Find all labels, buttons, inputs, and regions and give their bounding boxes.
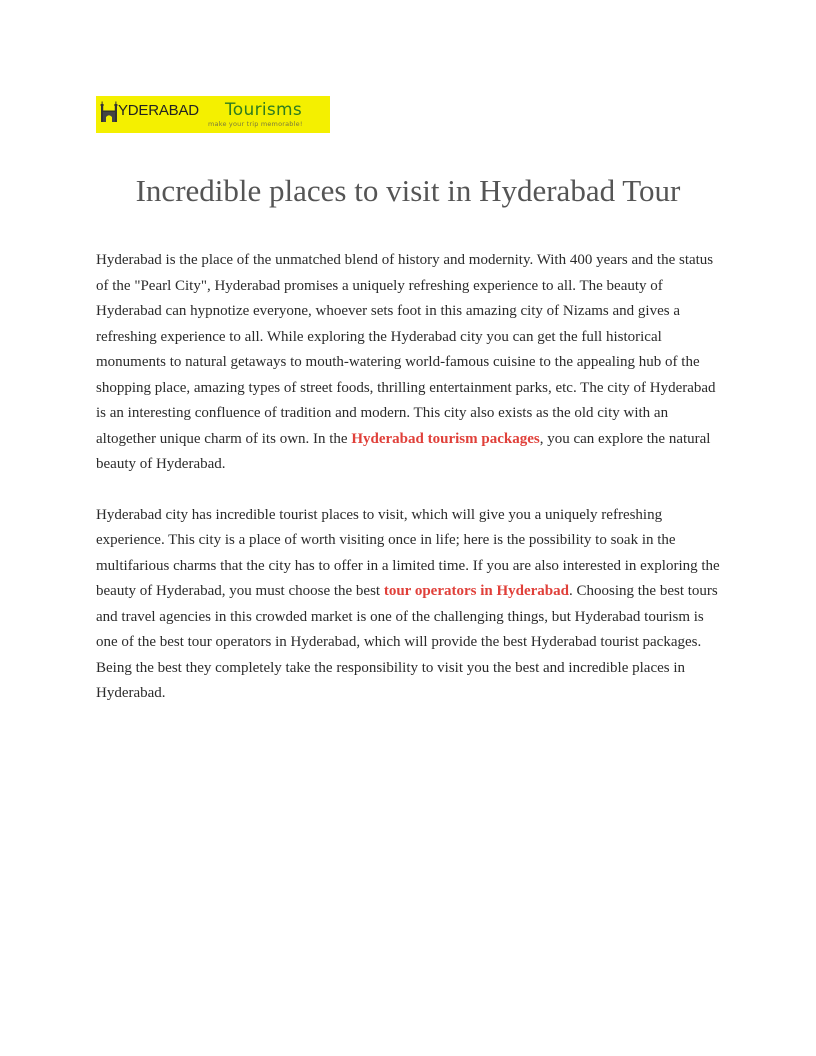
logo-text-hyderabad: YDERABAD [118,102,199,119]
brand-logo [96,96,330,133]
article-body [96,248,722,707]
page-title: Incredible places to visit in Hyderabad Tour [135,173,681,208]
tour-operators-link[interactable]: tour operators in Hyderabad [383,583,569,599]
hyderabad-tourism-packages-link[interactable]: Hyderabad tourism packages [351,430,540,447]
paragraph-intro-text: Hyderabad is the place of the unmatched blend of history and modernity. With 400 years and the status of the "Pearl City", Hyderabad promises a uniquely refreshing experience to all. The beauty of Hyderabad can hypnotize everyone, whoever sets foot in this amazing city of Nizams and gives a refreshing experience to all. While exploring the Hyderabad city you can get the full historical monuments to natural getaways to mouth-watering world-famous cuisine to the appealing hub of the shopping place, amazing types of street foods, thrilling entertainment parks, etc. The city of Hyderabad is an interesting confluence of tradition and modern. This city also exists as the old city with an altogether unique charm of its own. In the [96,252,716,447]
charminar-icon [99,100,119,124]
paragraph-intro [96,248,722,478]
logo-text-tourisms: Tourisms [225,100,303,120]
paragraph-tour-operators-tail: . Choosing the best tours and travel agencies in this crowded market is one of the challenging things, but Hyderabad tourism is one of the best tour operators in Hyderabad, which will provide the best Hyderabad tourist packages. Being the best they completely take the responsibility to visit you the best and incredible places in Hyderabad. [96,583,718,701]
paragraph-tour-operators [96,503,722,707]
logo-tagline: make your trip memorable! [208,120,303,128]
paragraph-tour-operators-text: Hyderabad city has incredible tourist places to visit, which will give you a uniquely refreshing experience. This city is a place of worth visiting once in life; here is the possibility to soak in the multifarious charms that the city has to offer in a limited time. If you are also interested in exploring the beauty of Hyderabad, you must choose the best [96,506,720,599]
paragraph-intro-tail: , you can explore the natural beauty of Hyderabad. [96,430,711,472]
